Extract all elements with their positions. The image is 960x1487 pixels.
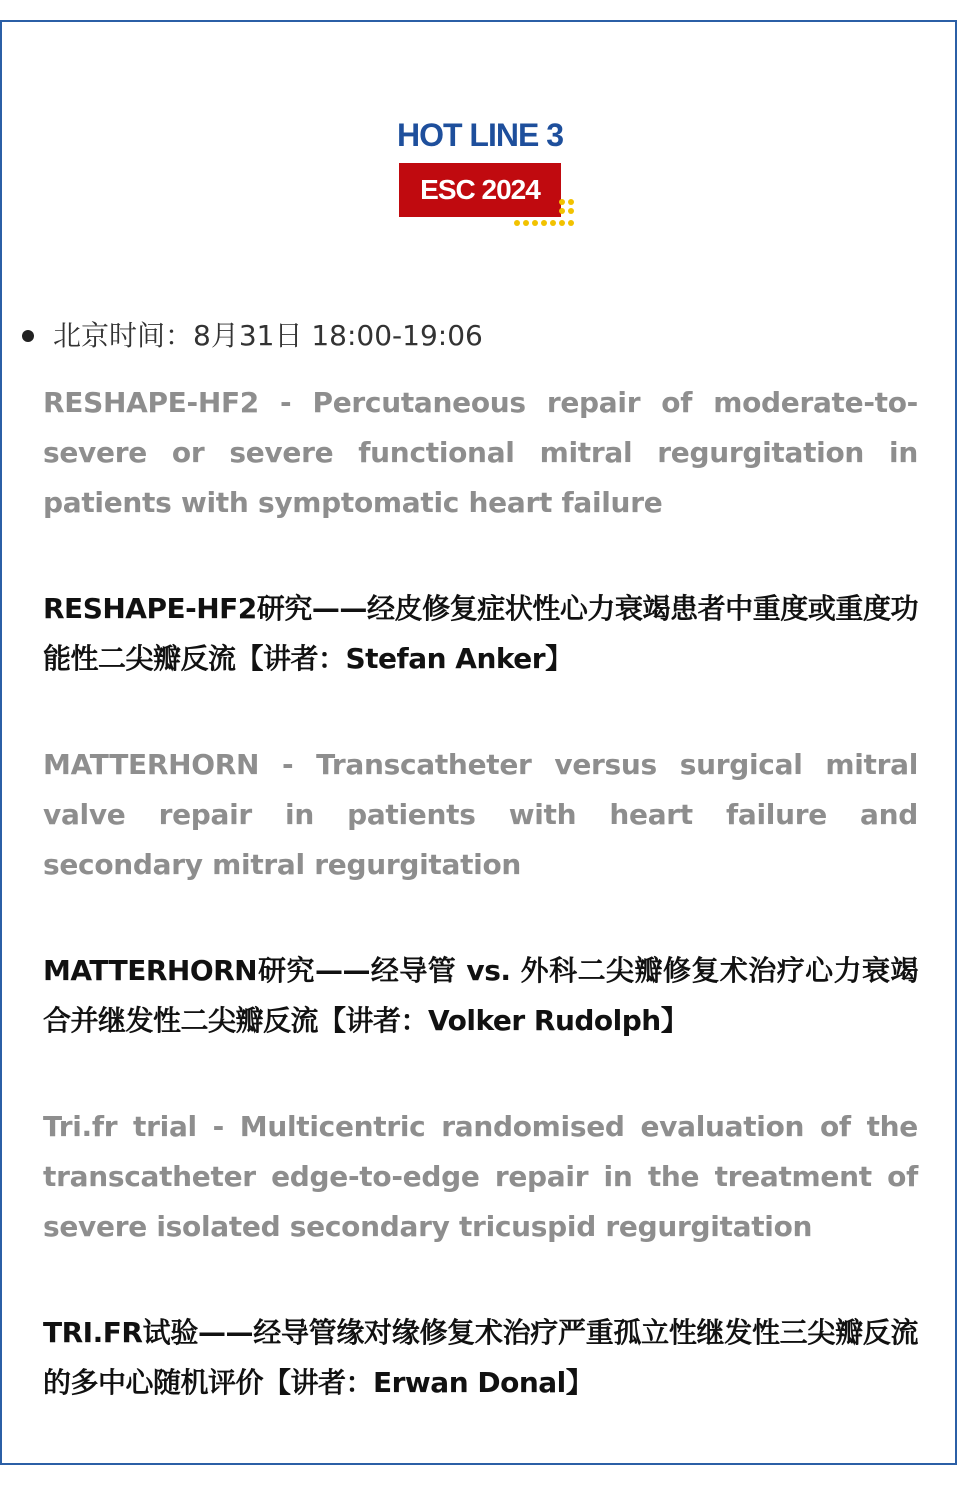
trial-chinese-title: RESHAPE-HF2研究——经皮修复症状性心力衰竭患者中重度或重度功能性二尖瓣反流【讲者：Stefan Anker】 (43, 592, 918, 675)
trial-english-title: MATTERHORN - Transcatheter versus surgical mitral valve repair in patients with heart failure and secondary mitral regurgitation (43, 748, 918, 881)
trial-english-title: Tri.fr trial - Multicentric randomised evaluation of the transcatheter edge-to-edge repair in the treatment of severe isolated secondary tricuspid regurgitation (43, 1110, 918, 1243)
hotline-title: HOT LINE 3 (396, 117, 563, 153)
schedule-time: 北京时间：8月31日 18:00-19:06 (53, 319, 483, 352)
trial-english-title: RESHAPE-HF2 - Percutaneous repair of moderate-to-severe or severe functional mitral regurgitation in patients with symptomatic heart failure (43, 386, 918, 519)
event-header (0, 115, 960, 243)
esc-badge: ESC 2024 (399, 163, 561, 217)
trial-chinese-title: TRI.FR试验——经导管缘对缘修复术治疗严重孤立性继发性三尖瓣反流的多中心随机评价【讲者：Erwan Donal】 (43, 1316, 918, 1399)
decorative-dots-icon (510, 197, 580, 233)
bullet-icon (22, 330, 34, 342)
trial-chinese-title: MATTERHORN研究——经导管 vs. 外科二尖瓣修复术治疗心力衰竭合并继发性二尖瓣反流【讲者：Volker Rudolph】 (43, 954, 918, 1037)
badge-wrap (380, 163, 580, 243)
